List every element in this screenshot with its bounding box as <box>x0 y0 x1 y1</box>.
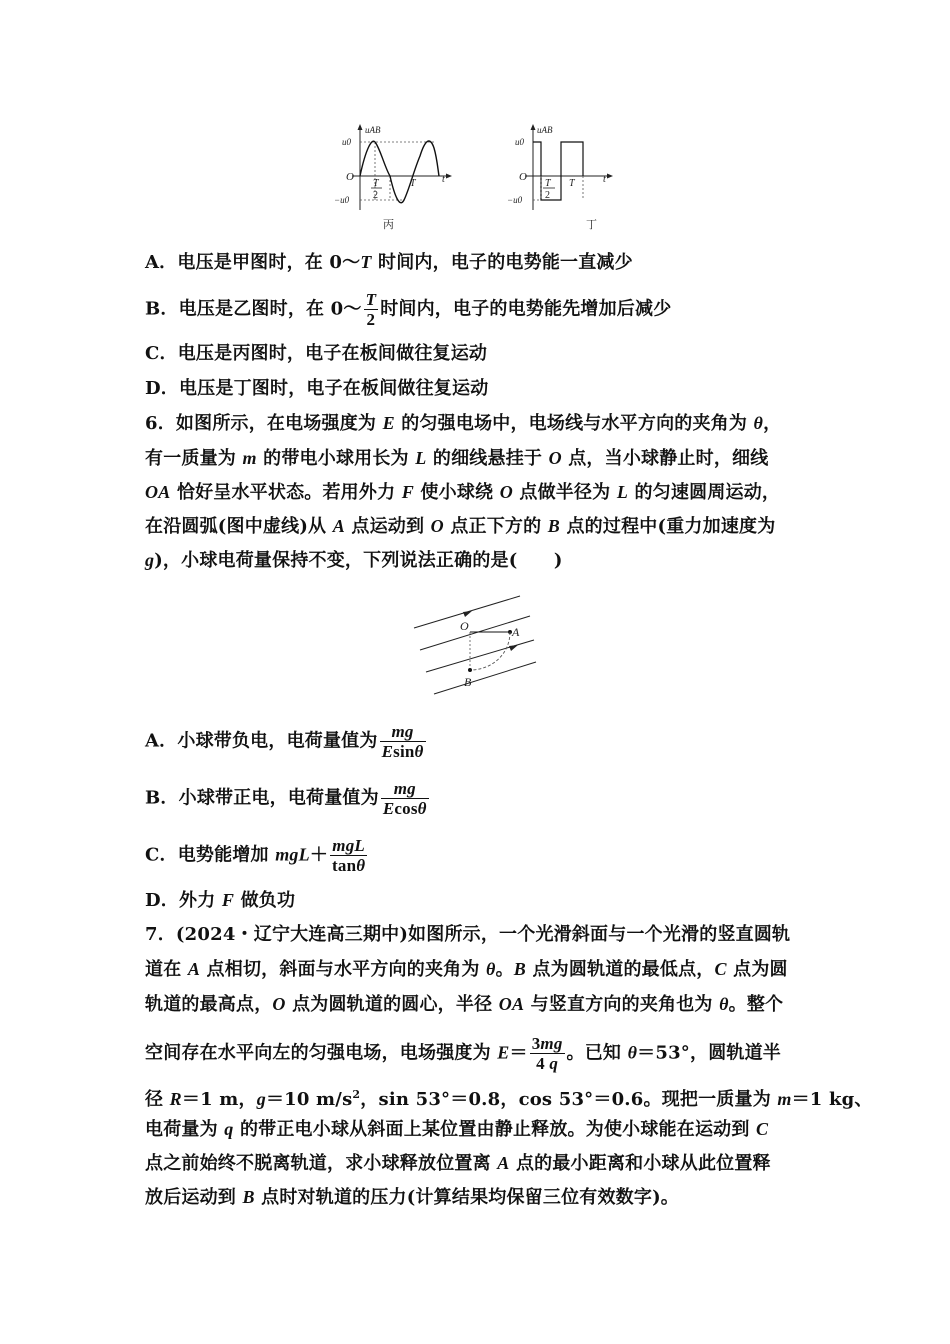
q5-option-a: A．电压是甲图时，在 0～T 时间内，电子的电势能一直减少 <box>145 252 633 273</box>
q6-b-fraction: $\frac{mg}{Ecos\theta}$ <box>382 779 427 818</box>
ding-half-period-den: 2 <box>545 190 550 201</box>
ding-axis-y-label: uAB <box>537 125 553 135</box>
q7-stem-line-5: 径 R＝1 m，g＝10 $m/s^2$，sin 53°＝0.8，cos 53°＝0.6。现把一质量为 m＝1 kg、 <box>145 1088 873 1110</box>
ding-u0-label: u0 <box>515 137 524 147</box>
bing-axis-y-label: uAB <box>365 125 381 135</box>
bing-axis-x-label: t <box>442 174 445 185</box>
q5-b-fraction: $\frac{T}{2}$ <box>365 290 377 329</box>
bing-caption: 丙 <box>383 219 394 231</box>
ding-neg-u0-label: −u0 <box>507 195 523 205</box>
ding-axis-x-label: t <box>603 174 606 185</box>
q7-stem-line-3: 轨道的最高点，O 点为圆轨道的圆心，半径 OA 与竖直方向的夹角也为 θ。整个 <box>145 994 784 1015</box>
bing-neg-u0-label: −u0 <box>334 195 350 205</box>
bing-origin-label: O <box>346 171 354 183</box>
q7-e-fraction: $\frac{3mg}{4 q}$ <box>531 1034 563 1073</box>
q6-option-c: C．电势能增加 mgL＋ $\frac{\text{mgL}}{\tan\theta}$ <box>145 836 366 875</box>
ding-half-period-num: T <box>545 178 551 189</box>
q6-option-b: B．小球带正电，电荷量值为 $\frac{mg}{Ecos\theta}$ <box>145 779 427 818</box>
ding-period-label: T <box>569 178 575 189</box>
q7-stem-line-1: 7．(2024・辽宁大连高三期中)如图所示，一个光滑斜面与一个光滑的竖直圆轨 <box>145 924 791 945</box>
q6-stem-line-5: g)，小球电荷量保持不变，下列说法正确的是( ) <box>145 550 563 571</box>
figure-q6 <box>410 592 540 696</box>
q5-option-b: B．电压是乙图时，在 0～ $\frac{T}{2}$ 时间内，电子的电势能先增加后减少 <box>145 290 672 329</box>
q6-a-fraction: $\frac{mg}{Esin\theta}$ <box>381 722 424 761</box>
q6-point-o-label: O <box>460 619 469 633</box>
q6-stem-line-2: 有一质量为 m 的带电小球用长为 L 的细线悬挂于 O 点，当小球静止时，细线 <box>145 448 769 469</box>
bing-period-label: T <box>410 178 416 189</box>
q6-option-d: D．外力 F 做负功 <box>145 890 296 911</box>
q5-option-c: C．电压是丙图时，电子在板间做往复运动 <box>145 343 488 364</box>
q7-stem-line-2: 道在 A 点相切，斜面与水平方向的夹角为 θ。B 点为圆轨道的最低点，C 点为圆 <box>145 959 788 980</box>
q7-stem-line-6: 电荷量为 q 的带正电小球从斜面上某位置由静止释放。为使小球能在运动到 C <box>145 1119 769 1140</box>
q6-option-a: A．小球带负电，电荷量值为 $\frac{mg}{Esin\theta}$ <box>145 722 424 761</box>
figure-bing <box>330 118 460 236</box>
q6-point-b-label: B <box>464 675 472 689</box>
q6-c-fraction: $\frac{\text{mgL}}{\tan\theta}$ <box>332 836 366 875</box>
q6-stem-line-1: 6．如图所示，在电场强度为 E 的匀强电场中，电场线与水平方向的夹角为 θ， <box>145 413 782 434</box>
q6-stem-line-4: 在沿圆弧(图中虚线)从 A 点运动到 O 点正下方的 B 点的过程中(重力加速度为 <box>145 516 776 537</box>
ding-origin-label: O <box>519 171 527 183</box>
bing-half-period-den: 2 <box>373 190 378 201</box>
bing-half-period-num: T <box>373 178 379 189</box>
q6-point-a-label: A <box>512 625 520 639</box>
q7-stem-line-8: 放后运动到 B 点时对轨道的压力(计算结果均保留三位有效数字)。 <box>145 1187 679 1208</box>
q7-stem-line-4: 空间存在水平向左的匀强电场，电场强度为 E＝ $\frac{3mg}{4 q}$ 。已知 θ＝53°，圆轨道半 <box>145 1034 781 1073</box>
q6-stem-line-3: OA 恰好呈水平状态。若用外力 F 使小球绕 O 点做半径为 L 的匀速圆周运动， <box>145 482 781 503</box>
q5-option-d: D．电压是丁图时，电子在板间做往复运动 <box>145 378 489 399</box>
bing-u0-label: u0 <box>342 137 351 147</box>
ding-caption: 丁 <box>586 219 597 231</box>
q7-stem-line-7: 点之前始终不脱离轨道，求小球释放位置离 A 点的最小距离和小球从此位置释 <box>145 1153 771 1174</box>
figure-ding <box>505 118 625 236</box>
